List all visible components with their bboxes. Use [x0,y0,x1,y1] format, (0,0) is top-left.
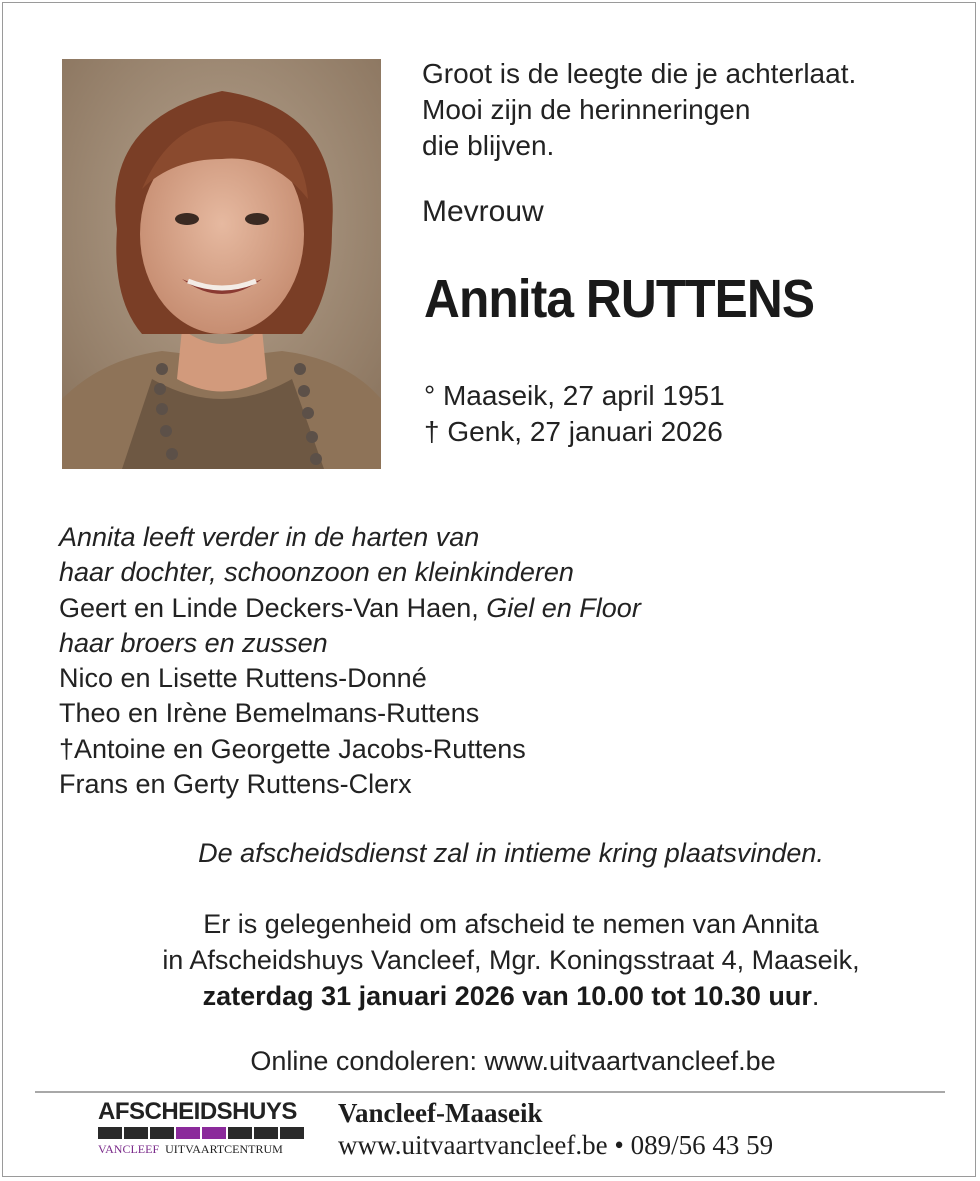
verse-line: Mooi zijn de herinneringen [422,94,751,125]
family-list [59,520,641,802]
sibling-line: Theo en Irène Bemelmans-Ruttens [59,698,480,729]
daughter-line [59,591,641,626]
logo-bar [98,1127,304,1139]
visit-datetime: zaterdag 31 januari 2026 van 10.00 tot 10.30 uur [202,981,812,1011]
verse-line: Groot is de leegte die je achterlaat. [422,58,857,89]
logo-subtitle: VANCLEEF UITVAARTCENTRUM [98,1142,283,1156]
visit-line: Er is gelegenheid om afscheid te nemen van Annita [203,909,819,939]
birth-date: ° Maaseik, 27 april 1951 [424,380,725,411]
sibling-line: Nico en Lisette Ruttens-Donné [59,663,427,694]
siblings-intro: haar broers en zussen [59,627,328,658]
footer-divider [35,1091,945,1093]
visit-line: zaterdag 31 januari 2026 van 10.00 tot 10.30 uur. [202,981,820,1011]
verse-line: die blijven. [422,130,555,161]
contact-title: Vancleef-Maaseik [338,1098,543,1128]
visit-line: in Afscheidshuys Vancleef, Mgr. Koningsstraat 4, Maaseik, [162,945,860,975]
sibling-line: Frans en Gerty Ruttens-Clerx [59,769,412,800]
visitation-info [0,906,980,1014]
funeral-home-contact [338,1098,773,1162]
afscheidshuys-logo [98,1098,308,1160]
contact-details: www.uitvaartvancleef.be • 089/56 43 59 [338,1130,774,1160]
memorial-verse [422,56,856,164]
portrait-photo [62,59,381,469]
ceremony-notice: De afscheidsdienst zal in intieme kring plaatsvinden. [198,838,824,868]
sibling-line: †Antoine en Georgette Jacobs-Ruttens [59,733,526,764]
grandchildren-names: Giel en Floor [486,592,641,623]
online-condolence: Online condoleren: www.uitvaartvancleef.be [250,1046,776,1076]
family-intro: haar dochter, schoonzoon en kleinkinderen [59,557,574,588]
life-dates [424,378,725,450]
logo-title: AFSCHEIDSHUYS [98,1098,297,1125]
family-intro: Annita leeft verder in de harten van [59,522,480,552]
deceased-name: Annita RUTTENS [424,269,815,329]
salutation: Mevrouw [422,195,544,228]
death-date: † Genk, 27 januari 2026 [424,416,723,447]
daughter-names: Geert en Linde Deckers-Van Haen, [59,592,479,623]
